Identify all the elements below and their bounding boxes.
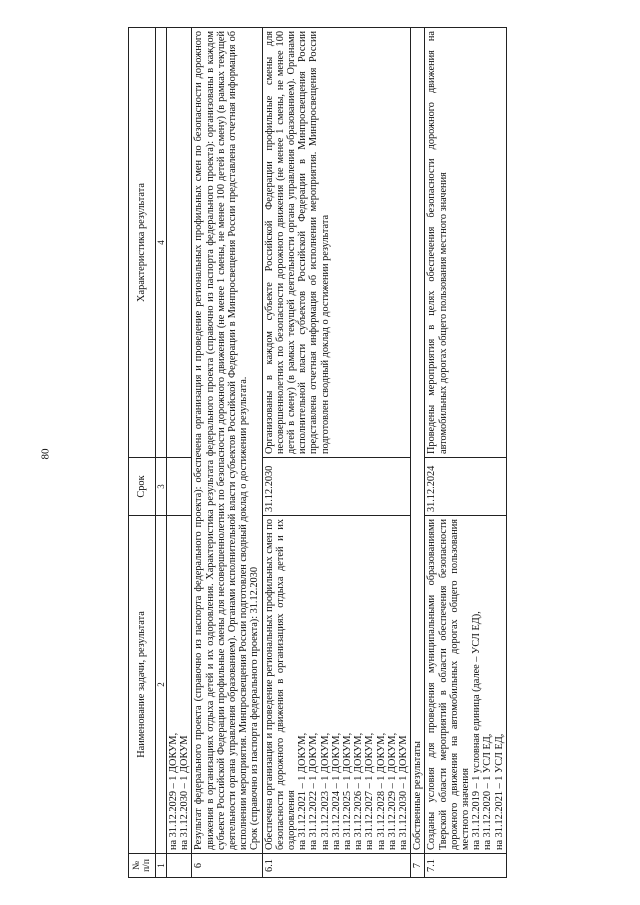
list-item: на 31.12.2020 – 1 УСЛ ЕД, — [482, 733, 494, 850]
row-7-1-title: Созданы условия для проведения муниципальными образованиями Тверской области мероприятий в области обеспечения безопасности дорожного движения на автомобильных дорогах общего пользования местного значения — [426, 519, 472, 850]
row-6-1-num: 6.1 — [262, 854, 411, 878]
list-item: на 31.12.2025 – 1 ДОКУМ, — [342, 732, 354, 850]
section-7-num: 7 — [411, 854, 425, 878]
row-6-1-deadline: 31.12.2030 — [262, 458, 411, 516]
continuation-row — [167, 28, 192, 878]
continuation-num — [167, 854, 192, 878]
results-table — [128, 27, 507, 878]
row-7-1-characteristic: Проведены мероприятия в целях обеспечения безопасности дорожного движения на автомобильных дорогах общего пользования местного значения — [425, 28, 506, 458]
section-6-row — [192, 28, 262, 878]
row-7-1-num: 7.1 — [425, 854, 506, 878]
continuation-deadline — [167, 458, 192, 516]
list-item: на 31.12.2021 – 1 УСЛ ЕД, — [493, 733, 505, 850]
row-7-1-name — [425, 516, 506, 854]
row-6-1 — [262, 28, 411, 878]
list-item: на 31.12.2022 – 1 ДОКУМ, — [308, 732, 320, 850]
row-6-1-name — [262, 516, 411, 854]
list-item: на 31.12.2026 – 1 ДОКУМ, — [353, 732, 365, 850]
continuation-items — [167, 516, 192, 854]
row-6-1-title: Обеспечена организация и проведение региональных профильных смен по безопасности дорожного движения в организациях отдыха детей и их оздоровления — [263, 519, 298, 850]
col-number-2: 2 — [156, 516, 167, 854]
rotated-table-container — [128, 28, 628, 878]
col-number-4: 4 — [156, 28, 167, 458]
section-6-deadline: Срок (справочно из паспорта федерального проекта): 31.12.2030 — [249, 567, 261, 850]
list-item: на 31.12.2024 – 1 ДОКУМ, — [330, 732, 342, 850]
row-7-1 — [425, 28, 506, 878]
section-7-title: Собственные результаты — [411, 28, 425, 854]
row-6-1-characteristic: Организованы в каждом субъекте Российской Федерации профильные смены для несовершеннолетних по безопасности дорожного движения (не менее 1 смены, не менее 100 детей в смену) (в рамках текущей деятельности органа управления образованием). Органами исполнительной власти субъектов Российской Федерации в Минпросвещения России представлена отчетная информация об исполнении мероприятия. Минпросвещения России подготовлен сводный доклад о достижении результата — [262, 28, 411, 458]
section-6-text — [192, 28, 262, 854]
list-item: на 31.12.2030 – 1 ДОКУМ — [398, 735, 410, 850]
section-6-description: Результат федерального проекта (справочно из паспорта федерального проекта): обеспечена организация и проведение региональных профильных смен по безопасности дорожного движения в организациях отдыха детей и их оздоровления. Характеристика результата федерального проекта (справочно из паспорта федерального проекта): организованы в каждом субъекте Российской Федерации профильные смены для несовершеннолетних по безопасности дорожного движения (не менее 1 смены, не менее 100 детей в смену) (в рамках текущей деятельности органа управления образованием). Органами исполнительной власти субъектов Российской Федерации в Минпросвещения России представлена отчетная информация об исполнении мероприятия. Минпросвещения России подготовлен сводный доклад о достижении результата. — [193, 31, 250, 850]
section-6-num: 6 — [192, 854, 262, 878]
column-number-row — [156, 28, 167, 878]
header-num: № п/п — [129, 854, 156, 878]
continuation-characteristic — [167, 28, 192, 458]
list-item: на 31.12.2019 – 1 условная единица (далее – УСЛ ЕД), — [471, 611, 483, 850]
list-item: на 31.12.2028 – 1 ДОКУМ, — [375, 732, 387, 850]
col-number-1: 1 — [156, 854, 167, 878]
header-characteristic: Характеристика результата — [129, 28, 156, 458]
list-item: на 31.12.2029 – 1 ДОКУМ, — [386, 732, 398, 850]
list-item: на 31.12.2029 – 1 ДОКУМ, — [168, 732, 179, 850]
row-7-1-deadline: 31.12.2024 — [425, 458, 506, 516]
list-item: на 31.12.2021 – 1 ДОКУМ, — [297, 732, 309, 850]
list-item: на 31.12.2030 – 1 ДОКУМ — [179, 735, 191, 850]
page-number: 80 — [39, 448, 52, 460]
header-deadline: Срок — [129, 458, 156, 516]
header-name: Наименование задачи, результата — [129, 516, 156, 854]
header-row — [129, 28, 156, 878]
section-7-row — [411, 28, 425, 878]
list-item: на 31.12.2023 – 1 ДОКУМ, — [319, 732, 331, 850]
list-item: на 31.12.2027 – 1 ДОКУМ, — [364, 732, 376, 850]
col-number-3: 3 — [156, 458, 167, 516]
